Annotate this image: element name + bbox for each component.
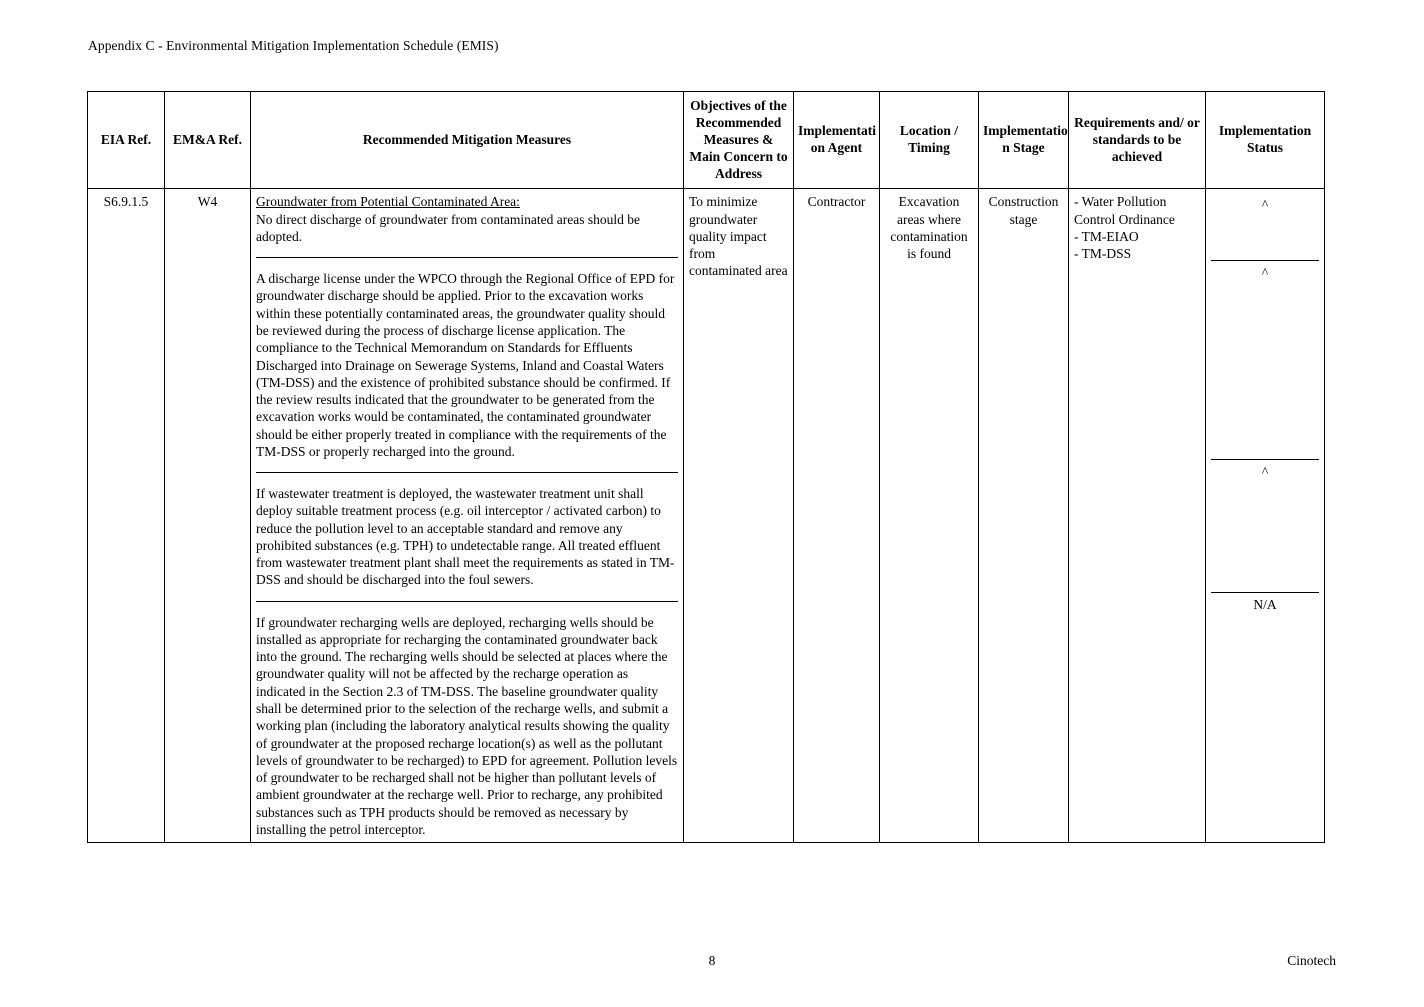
measure-text: If groundwater recharging wells are deployed, recharging wells should be installed as appropriate for recharging the contaminated groundwater back into the ground. The recharging wells should be selected at places where the groundwater quality will not be affected by the recharge operation as indicated in the Section 2.3 of TM-DSS. The baseline groundwater quality shall be determined prior to the selection of the recharge wells, and submit a working plan (including the laboratory analytical results showing the quality of groundwater at the proposed recharge location(s) as well as the pollutant levels of groundwater to be recharged) to EPD for agreement. Pollution levels of groundwater to be recharged shall not be higher than pollutant levels of ambient groundwater at the recharge well. Prior to recharge, any prohibited substances such as TPH products should be removed as necessary by installing the petrol interceptor.: [256, 614, 678, 837]
measure-block: [256, 485, 678, 602]
column-header-recommended-mitigation-measures: Recommended Mitigation Measures: [251, 92, 684, 189]
status-badge: ^: [1211, 460, 1319, 593]
column-header-requirements-standards: Requirements and/ or standards to be achieved: [1069, 92, 1206, 189]
column-header-implementation-status: Implementation Status: [1206, 92, 1325, 189]
document-header: Appendix C - Environmental Mitigation Implementation Schedule (EMIS): [88, 38, 499, 53]
requirement-item: Control Ordinance: [1074, 211, 1175, 227]
measure-block: [256, 193, 678, 258]
cell-location-timing: Excavation areas where contamination is found: [880, 189, 979, 843]
column-header-implementation-stage: Implementatio n Stage: [979, 92, 1069, 189]
column-header-eia-ref: EIA Ref.: [88, 92, 165, 189]
status-badge: N/A: [1253, 597, 1277, 613]
measure-block: [256, 614, 678, 838]
page-number: 8: [708, 953, 716, 968]
column-header-implementation-agent: Implementati on Agent: [794, 92, 880, 189]
cell-requirements-standards: [1069, 189, 1206, 843]
cell-emea-ref: W4: [165, 189, 251, 843]
measure-text: If wastewater treatment is deployed, the wastewater treatment unit shall deploy suitable treatment process (e.g. oil interceptor / activated carbon) to reduce the pollution level to an acceptable standard and remove any prohibited substances (e.g. TPH) to undetectable range. All treated effluent from wastewater treatment plant shall meet the requirements as stated in TM-DSS and should be discharged into the foul sewers.: [256, 486, 675, 588]
measure-title: Groundwater from Potential Contaminated Area:: [256, 194, 520, 210]
cell-implementation-status: [1206, 189, 1325, 843]
requirement-item: - Water Pollution: [1074, 194, 1167, 210]
cell-eia-ref: S6.9.1.5: [88, 189, 165, 843]
table-header-row: [88, 92, 1325, 189]
emis-table: [87, 91, 1325, 843]
column-header-location-timing: Location / Timing: [880, 92, 979, 189]
measure-text: A discharge license under the WPCO through the Regional Office of EPD for groundwater discharge should be applied. Prior to the excavation works within these potentially contaminated areas, the groundwater quality should be reviewed during the process of discharge license application. The compliance to the Technical Memorandum on Standards for Effluents Discharged into Drainage on Sewerage Systems, Inland and Coastal Waters (TM-DSS) and the existence of prohibited substance should be confirmed. If the review results indicated that the groundwater to be generated from the excavation works would be contaminated, the contaminated groundwater should be either properly treated in compliance with the requirements of the TM-DSS or properly recharged into the ground.: [256, 271, 675, 459]
requirement-item: - TM-EIAO: [1074, 228, 1139, 244]
measure-text: No direct discharge of groundwater from contaminated areas should be adopted.: [256, 211, 640, 244]
cell-implementation-stage: Construction stage: [979, 189, 1069, 843]
footer-company: Cinotech: [1287, 953, 1336, 968]
cell-objectives: To minimize groundwater quality impact from contaminated area: [684, 189, 794, 843]
emis-table-container: [87, 91, 1324, 843]
cell-mitigation-measures: [251, 189, 684, 843]
status-badge: ^: [1211, 193, 1319, 261]
requirement-item: - TM-DSS: [1074, 246, 1132, 262]
cell-implementation-agent: Contractor: [794, 189, 880, 843]
status-badge: ^: [1211, 261, 1319, 460]
table-row: [88, 189, 1325, 843]
column-header-objectives: Objectives of the Recommended Measures & Main Concern to Address: [684, 92, 794, 189]
measure-block: [256, 270, 678, 473]
column-header-emea-ref: EM&A Ref.: [165, 92, 251, 189]
